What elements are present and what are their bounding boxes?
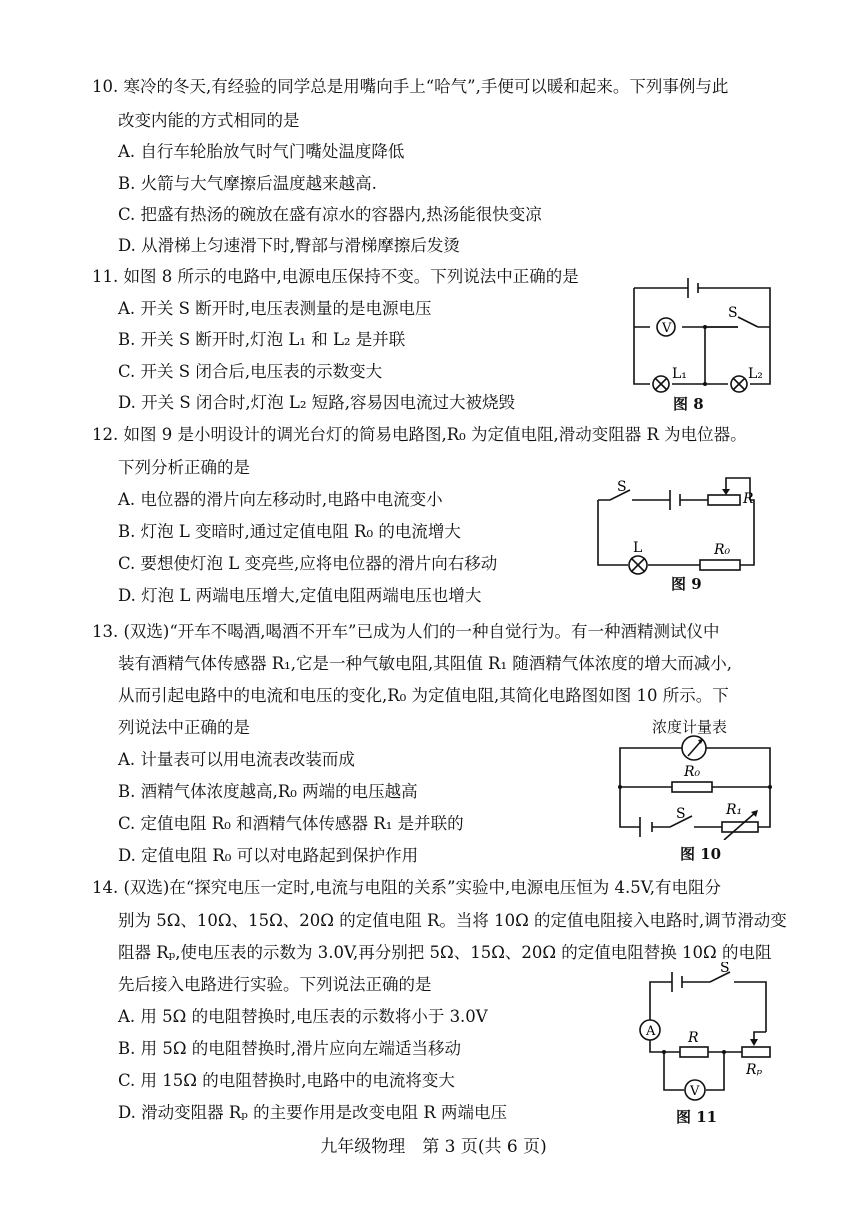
- fig10-r0-label: R₀: [684, 764, 701, 780]
- q13-option-d: D. 定值电阻 R₀ 可以对电路起到保护作用: [118, 846, 419, 865]
- fig9-r0-label: R₀: [714, 542, 731, 558]
- page-footer: 九年级物理 第 3 页(共 6 页): [320, 1137, 547, 1157]
- q14-stem-line2: 别为 5Ω、10Ω、15Ω、20Ω 的定值电阻 R。当将 10Ω 的定值电阻接入电路时,调节滑动变: [118, 911, 787, 930]
- fig10-title: 浓度计量表: [652, 718, 728, 736]
- fig11-switch-label: S: [720, 962, 730, 976]
- q10-option-c: C. 把盛有热汤的碗放在盛有凉水的容器内,热汤能很快变凉: [118, 205, 542, 224]
- q14-option-d: D. 滑动变阻器 Rₚ 的主要作用是改变电阻 R 两端电压: [118, 1103, 508, 1122]
- fig9-l-label: L: [633, 540, 643, 556]
- q10-stem-line2: 改变内能的方式相同的是: [118, 111, 300, 130]
- q14-stem-line3: 阻器 Rₚ,使电压表的示数为 3.0V,再分别把 5Ω、15Ω、20Ω 的定值电阻替换 10Ω 的电阻: [118, 943, 772, 962]
- q14-stem-line4: 先后接入电路进行实验。下列说法正确的是: [118, 975, 432, 994]
- q12-stem-line2: 下列分析正确的是: [118, 458, 250, 477]
- q10-stem-line1: 10. 寒冷的冬天,有经验的同学总是用嘴向手上“哈气”,手便可以暖和起来。下列事例与此: [92, 77, 729, 96]
- q14-option-b: B. 用 5Ω 的电阻替换时,滑片应向左端适当移动: [118, 1039, 462, 1058]
- q11-option-c: C. 开关 S 闭合后,电压表的示数变大: [118, 362, 383, 381]
- fig8-caption: 图 8: [673, 395, 704, 413]
- fig11-r-label: R: [688, 1030, 699, 1046]
- q13-stem-line2: 装有酒精气体传感器 R₁,它是一种气敏电阻,其阻值 R₁ 随酒精气体浓度的增大而减小,: [118, 654, 733, 673]
- q12-option-c: C. 要想使灯泡 L 变亮些,应将电位器的滑片向右移动: [118, 554, 498, 573]
- figure-9-circuit: [588, 470, 768, 582]
- fig11-voltmeter-label: V: [690, 1084, 700, 1099]
- figure-10-circuit: [610, 732, 780, 840]
- q11-option-d: D. 开关 S 闭合时,灯泡 L₂ 短路,容易因电流过大被烧毁: [118, 393, 515, 412]
- q11-option-b: B. 开关 S 断开时,灯泡 L₁ 和 L₂ 是并联: [118, 330, 406, 349]
- fig9-switch-label: S: [617, 479, 627, 495]
- q13-option-c: C. 定值电阻 R₀ 和酒精气体传感器 R₁ 是并联的: [118, 814, 464, 833]
- fig11-ammeter-label: A: [646, 1024, 656, 1039]
- q13-stem-line4: 列说法中正确的是: [118, 718, 250, 737]
- q13-option-b: B. 酒精气体浓度越高,R₀ 两端的电压越高: [118, 782, 418, 801]
- q10-option-b: B. 火箭与大气摩擦后温度越来越高.: [118, 174, 377, 193]
- q10-option-a: A. 自行车轮胎放气时气门嘴处温度降低: [118, 142, 405, 161]
- q13-stem-line3: 从而引起电路中的电流和电压的变化,R₀ 为定值电阻,其简化电路图如图 10 所示。下: [118, 686, 729, 705]
- q14-option-a: A. 用 5Ω 的电阻替换时,电压表的示数将小于 3.0V: [118, 1007, 488, 1026]
- fig11-rp-label: Rₚ: [746, 1062, 763, 1078]
- fig9-r-label: R: [743, 491, 754, 507]
- q11-option-a: A. 开关 S 断开时,电压表测量的是电源电压: [118, 299, 432, 318]
- q14-option-c: C. 用 15Ω 的电阻替换时,电路中的电流将变大: [118, 1071, 455, 1090]
- fig10-switch-label: S: [676, 806, 686, 822]
- q13-option-a: A. 计量表可以用电流表改装而成: [118, 750, 355, 769]
- q14-stem-line1: 14. (双选)在“探究电压一定时,电流与电阻的关系”实验中,电源电压恒为 4.5V,有电阻分: [92, 878, 721, 897]
- fig11-caption: 图 11: [676, 1108, 718, 1126]
- q12-option-b: B. 灯泡 L 变暗时,通过定值电阻 R₀ 的电流增大: [118, 522, 461, 541]
- fig9-caption: 图 9: [671, 575, 702, 593]
- q11-stem-line1: 11. 如图 8 所示的电路中,电源电压保持不变。下列说法中正确的是: [92, 267, 579, 286]
- fig8-voltmeter-label: V: [662, 321, 672, 336]
- figure-11-circuit: [628, 962, 778, 1112]
- q10-option-d: D. 从滑梯上匀速滑下时,臀部与滑梯摩擦后发烫: [118, 236, 460, 255]
- q12-option-a: A. 电位器的滑片向左移动时,电路中电流变小: [118, 490, 443, 509]
- fig10-caption: 图 10: [680, 845, 722, 863]
- q12-option-d: D. 灯泡 L 两端电压增大,定值电阻两端电压也增大: [118, 586, 482, 605]
- fig8-l2-label: L₂: [748, 366, 763, 382]
- fig8-switch-label: S: [728, 305, 738, 321]
- q13-stem-line1: 13. (双选)“开车不喝酒,喝酒不开车”已成为人们的一种自觉行为。有一种酒精测试仪中: [92, 622, 720, 641]
- fig10-r1-label: R₁: [726, 802, 743, 818]
- fig8-l1-label: L₁: [672, 366, 687, 382]
- q12-stem-line1: 12. 如图 9 是小明设计的调光台灯的简易电路图,R₀ 为定值电阻,滑动变阻器 R 为电位器。: [92, 425, 747, 444]
